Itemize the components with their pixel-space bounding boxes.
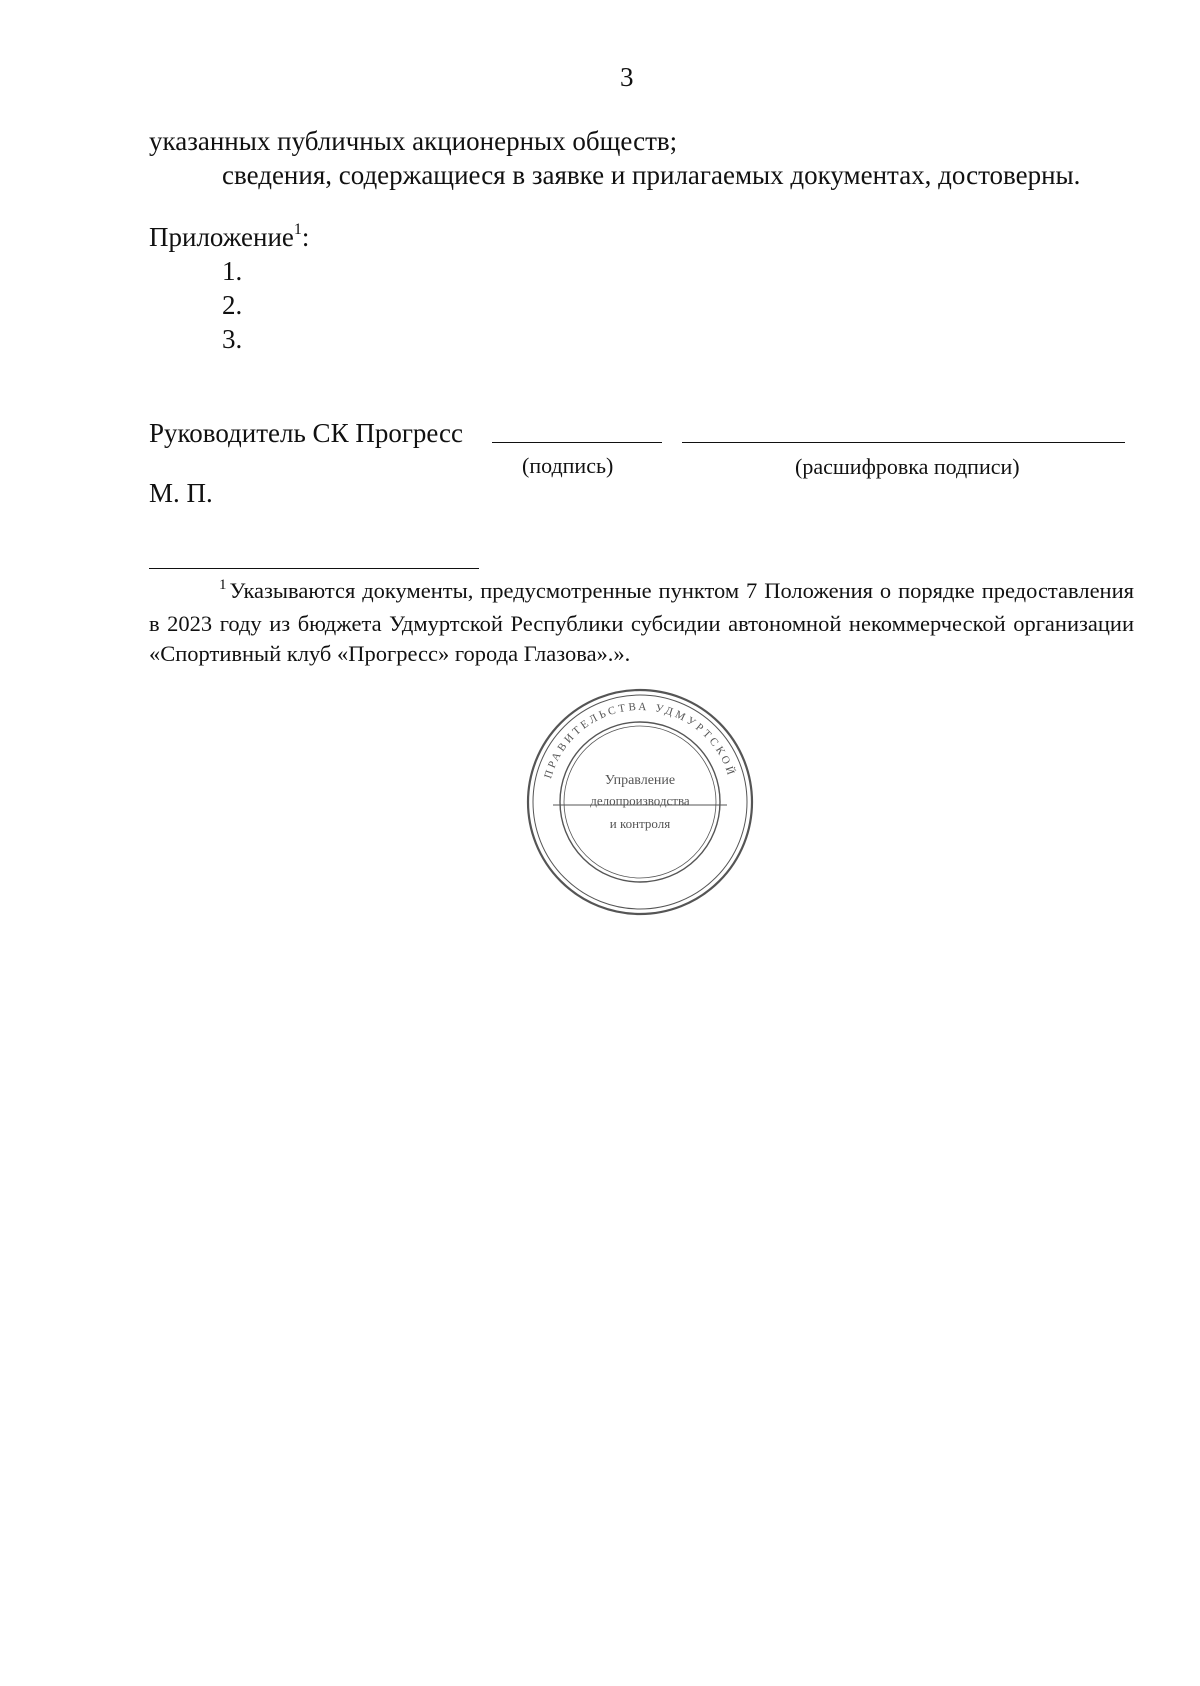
signature-line xyxy=(492,442,662,443)
attachment-item-3: 3. xyxy=(222,324,243,354)
attachments-colon: : xyxy=(301,222,310,252)
signature-decoding-line xyxy=(682,442,1125,443)
footnote-text: Указываются документы, предусмотренные пунктом 7 Положения о порядке предоставления в 2023 году из бюджета Удмуртской Республики субсидии автономной некоммерческой организации «Спортивный клуб «Прогресс» города Глазова».». xyxy=(149,578,1134,666)
stamp-center-line-1: Управление xyxy=(604,773,676,788)
footnote-separator xyxy=(149,568,479,569)
body-line-1: указанных публичных акционерных обществ; xyxy=(149,126,678,156)
signature-decoding-caption: (расшифровка подписи) xyxy=(795,454,1020,479)
body-line-2: сведения, содержащиеся в заявке и прилагаемых документах, достоверны. xyxy=(222,160,1081,190)
attachment-item-1: 1. xyxy=(222,256,243,286)
stamp-center-line-2: делопроизводства xyxy=(590,793,690,808)
signature-caption: (подпись) xyxy=(522,453,614,478)
stamp-center-line-3: и контроля xyxy=(609,816,671,831)
seal-place-label: М. П. xyxy=(149,478,213,508)
footnote-marker: 1 xyxy=(219,577,227,593)
attachments-footnote-marker: 1 xyxy=(293,221,302,238)
attachment-item-2: 2. xyxy=(222,290,243,320)
signer-role: Руководитель СК Прогресс xyxy=(149,418,464,448)
footnote xyxy=(149,576,1134,669)
attachments-label: Приложение xyxy=(149,222,294,252)
page-number: 3 xyxy=(620,62,634,92)
official-stamp xyxy=(525,687,755,917)
stamp-ring-text: ПРАВИТЕЛЬСТВА УДМУРТСКОЙ xyxy=(542,700,738,781)
